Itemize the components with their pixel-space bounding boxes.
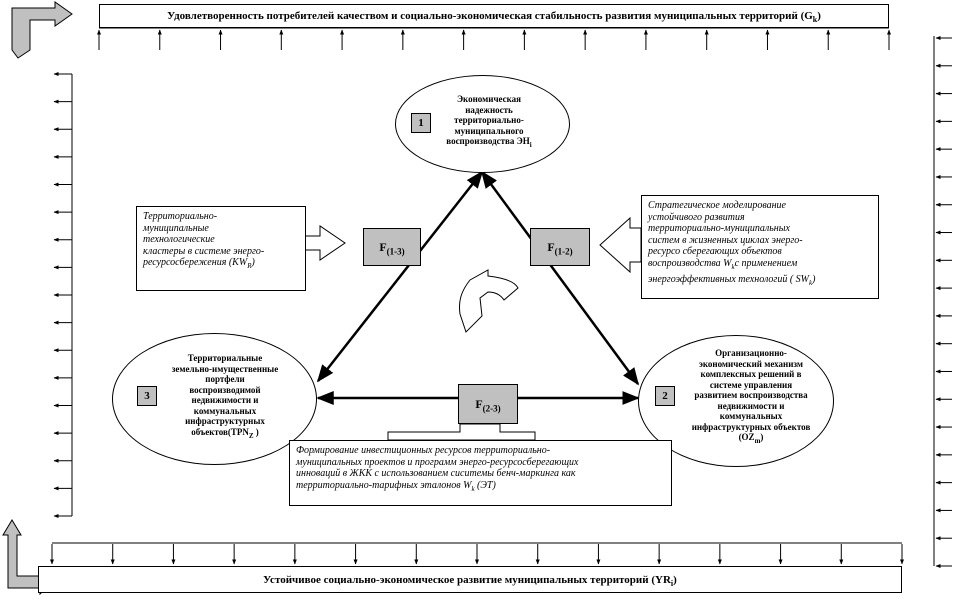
node-3-line: Территориальные	[187, 353, 263, 363]
node-3-line: объектов(TPN	[191, 426, 249, 437]
bottom-result-sub: i	[670, 579, 674, 589]
note-left-clusters	[136, 206, 306, 291]
note-right-line: устойчивого развития	[648, 211, 745, 223]
node-1-text	[430, 94, 548, 150]
edge-1-to-2	[482, 172, 638, 384]
block-arrow-right-note	[600, 218, 641, 272]
note-bottom-investment	[289, 440, 672, 506]
node-3-line: инфраструктурных	[185, 416, 265, 426]
node-3-end: )	[253, 426, 259, 437]
note-right-line6-rest: с применением	[734, 257, 798, 269]
node-2-sub: m	[754, 436, 761, 445]
link-f13-main: F	[379, 240, 387, 254]
node-3-line: недвижимости и	[191, 395, 259, 405]
note-bottom-line: территориально-тарифных эталонов W	[296, 479, 472, 491]
edge-3-to-1	[318, 172, 482, 381]
link-f13-sub: (1-3)	[386, 246, 405, 257]
top-goal-sub: k	[812, 15, 818, 25]
node-2-text	[676, 348, 826, 446]
note-left-end: )	[251, 257, 255, 269]
link-f13-box	[363, 228, 421, 266]
link-f12-box	[530, 228, 590, 266]
node-2-line: комплексных решений в	[700, 369, 802, 379]
node-1-sub: i	[529, 140, 532, 149]
top-goal-text: Удовлетворенность потребителей качеством и социально-экономическая стабильность развития муниципальных территорий (G	[167, 10, 813, 22]
node-3-number: 3	[137, 386, 157, 406]
top-goal-bar	[99, 4, 889, 28]
note-right-line: энергоэффективных технологий ( SW	[648, 273, 809, 285]
bottom-result-bar	[38, 566, 902, 593]
node-3-line: коммунальных	[193, 405, 257, 416]
note-left-line: кластеры в системе энерго-	[143, 245, 265, 257]
node-1-line: воспроизводства ЭН	[446, 136, 530, 146]
note-right-line: воспроизводства W	[648, 257, 732, 269]
node-3-line: воспроизводимой	[189, 384, 261, 395]
node-3-line: земельно-имущественные	[171, 363, 279, 374]
node-1-line: надежность	[465, 104, 513, 115]
note-right-line: территориально-муниципальных	[648, 223, 790, 235]
note-right-end: )	[812, 273, 816, 285]
node-2-line: (OZ	[738, 432, 755, 442]
corner-block-arrow-top-left	[12, 2, 72, 58]
note-left-line: Территориально-	[143, 211, 218, 222]
node-1-line: муниципального	[454, 125, 524, 136]
node-3-line: портфели	[205, 374, 245, 384]
node-2-line: экономический механизм	[698, 358, 804, 369]
note-right-line: Стратегическое моделирование	[648, 200, 786, 211]
note-right-line: ресурсо сберегающих объектов	[648, 246, 782, 258]
bottom-result-text: Устойчивое социально-экономическое развитие муниципальных территорий (YR	[263, 574, 671, 586]
note-left-line: технологические	[143, 234, 215, 246]
note-right-line6-sub: k	[731, 262, 735, 271]
note-right-sub: k	[809, 278, 813, 287]
note-left-sub: R	[247, 262, 252, 271]
node-2-end: )	[760, 432, 764, 442]
note-left-line: муниципальные	[143, 222, 209, 234]
node-2-line: системе управления	[709, 379, 793, 390]
node-2-number: 2	[655, 386, 675, 406]
central-cycle-arrow	[459, 270, 518, 332]
note-left-line: ресурсосбережения (KW	[143, 257, 248, 269]
node-2-line: инфраструктурных объектов	[691, 421, 811, 432]
node-1-line: территориально-	[454, 115, 524, 125]
note-right-modeling	[641, 195, 879, 299]
note-bottom-sub: k	[471, 484, 475, 493]
node-3-text	[158, 353, 292, 441]
node-2-line: Организационно-	[715, 348, 787, 358]
node-2-line: коммунальных	[719, 411, 783, 421]
bottom-result-end: )	[673, 574, 677, 586]
link-f23-sub: (2-3)	[482, 403, 501, 414]
block-arrow-left-note	[305, 226, 345, 260]
link-f12-main: F	[547, 240, 555, 254]
node-2-line: развитием воспроизводства	[694, 390, 808, 400]
top-goal-end: )	[817, 10, 821, 22]
note-bottom-line: муниципальных проектов и программ энерго-ресурсосберегающих	[296, 456, 579, 468]
note-bottom-line: Формирование инвестиционных ресурсов территориально-	[296, 445, 551, 456]
block-arrow-bottom-note	[388, 424, 535, 440]
link-f23-main: F	[475, 397, 483, 411]
link-f12-sub: (1-2)	[554, 246, 573, 257]
node-1-line: Экономическая	[456, 94, 522, 104]
note-bottom-line: инноваций в ЖКК с использованием сиситемы бенч-маркинга как	[296, 468, 576, 480]
note-right-line: систем в жизненных циклах энерго-	[648, 234, 803, 246]
note-bottom-end: (ЭТ)	[474, 479, 496, 491]
node-3-sub: Z	[248, 431, 254, 440]
node-2-line: недвижимости и	[717, 400, 785, 411]
link-f23-box	[458, 384, 518, 424]
node-1-number: 1	[411, 113, 431, 133]
